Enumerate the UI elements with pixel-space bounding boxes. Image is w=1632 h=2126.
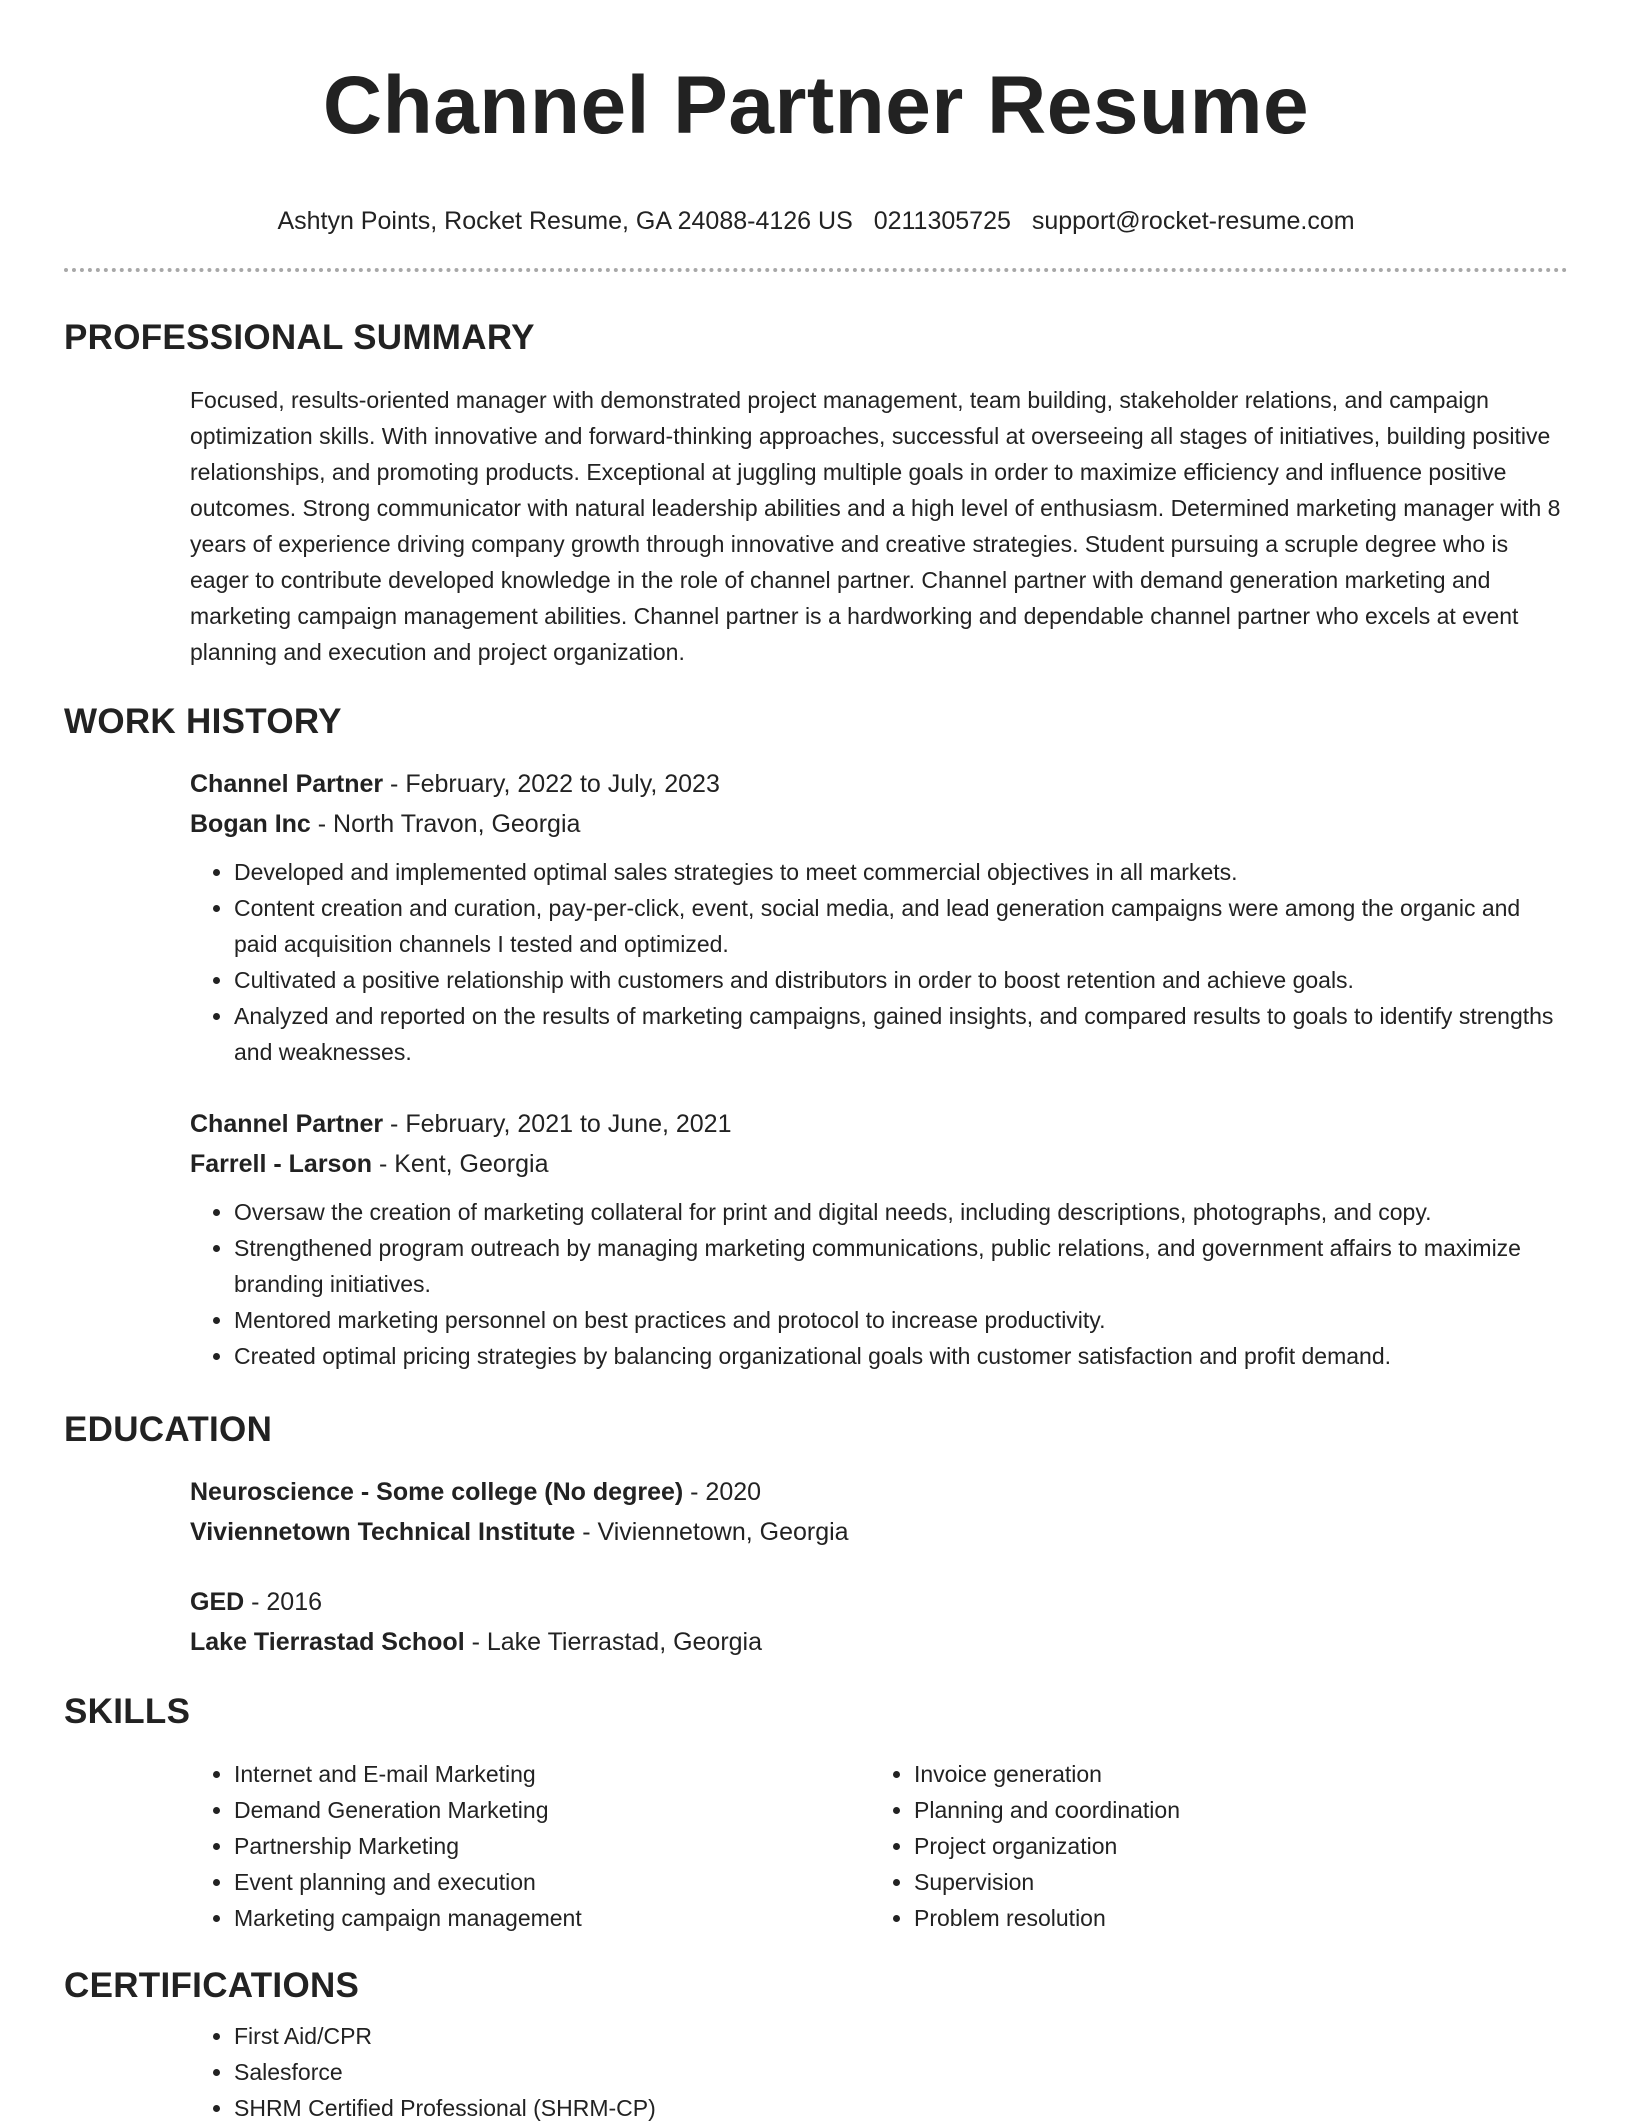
education-location: - Lake Tierrastad, Georgia <box>464 1628 763 1656</box>
section-title-work: WORK HISTORY <box>64 702 342 741</box>
contact-address: Ashtyn Points, Rocket Resume, GA 24088-4126 US <box>277 207 853 235</box>
skill-item: • Marketing campaign management <box>234 1900 870 1936</box>
job-role: Channel Partner <box>190 1110 384 1138</box>
job-bullets <box>190 854 1568 1070</box>
resume-title: Channel Partner Resume <box>322 60 1310 151</box>
education-school-line <box>190 1512 1568 1552</box>
education-degree-line <box>190 1472 1568 1512</box>
job-dates: - February, 2021 to June, 2021 <box>383 1110 732 1138</box>
job-role: Channel Partner <box>190 770 384 798</box>
job-company: Farrell - Larson <box>190 1150 372 1178</box>
education-school-line <box>190 1622 1568 1662</box>
header-divider <box>64 268 1568 272</box>
job-bullet: • Oversaw the creation of marketing collateral for print and digital needs, including descriptions, photographs, and copy. <box>234 1194 1568 1230</box>
section-title-certifications: CERTIFICATIONS <box>64 1966 360 2005</box>
skill-item: • Project organization <box>914 1828 1550 1864</box>
contact-phone: 0211305725 <box>873 207 1011 235</box>
skills-grid <box>190 1756 1568 1936</box>
job-bullet: • Created optimal pricing strategies by balancing organizational goals with customer satisfaction and profit demand. <box>234 1338 1568 1374</box>
summary-text: Focused, results-oriented manager with demonstrated project management, team building, stakeholder relations, and campaign optimization skills. With innovative and forward-thinking approaches, successful at overseeing all stages of initiatives, building positive relationships, and promoting products. Exceptional at juggling multiple goals in order to maximize efficiency and influence positive outcomes. Strong communicator with natural leadership abilities and a high level of enthusiasm. Determined marketing manager with 8 years of experience driving company growth through innovative and creative strategies. Student pursuing a scruple degree who is eager to contribute developed knowledge in the role of channel partner. Channel partner with demand generation marketing and marketing campaign management abilities. Channel partner is a hardworking and dependable channel partner who excels at event planning and execution and project organization. <box>190 387 1561 665</box>
education-entry <box>190 1472 1568 1552</box>
job-entry <box>190 764 1568 1070</box>
job-title-line <box>190 764 1568 804</box>
education-school: Viviennetown Technical Institute <box>190 1518 576 1546</box>
certification-item: • Salesforce <box>234 2054 1568 2090</box>
education-degree-line <box>190 1582 1568 1622</box>
job-location: - North Travon, Georgia <box>310 810 581 838</box>
skill-item: • Demand Generation Marketing <box>234 1792 870 1828</box>
job-bullet: • Strengthened program outreach by managing marketing communications, public relations, and government affairs to maximize branding initiatives. <box>234 1230 1568 1302</box>
skill-item: • Partnership Marketing <box>234 1828 870 1864</box>
education-entry <box>190 1582 1568 1662</box>
job-bullet: • Analyzed and reported on the results of marketing campaigns, gained insights, and compared results to goals to identify strengths and weaknesses. <box>234 998 1568 1070</box>
certifications-section <box>64 1964 1568 2126</box>
job-company-line <box>190 804 1568 844</box>
education-school: Lake Tierrastad School <box>190 1628 465 1656</box>
job-bullet: • Mentored marketing personnel on best practices and protocol to increase productivity. <box>234 1302 1568 1338</box>
section-title-summary: PROFESSIONAL SUMMARY <box>64 318 535 357</box>
section-title-skills: SKILLS <box>64 1692 191 1731</box>
skills-list-left <box>190 1756 870 1936</box>
job-bullet: • Cultivated a positive relationship with customers and distributors in order to boost retention and achieve goals. <box>234 962 1568 998</box>
job-company: Bogan Inc <box>190 810 311 838</box>
job-entry <box>190 1104 1568 1374</box>
certifications-list <box>190 2018 1568 2126</box>
certification-item: • First Aid/CPR <box>234 2018 1568 2054</box>
skills-list-right <box>870 1756 1550 1936</box>
job-bullets <box>190 1194 1568 1374</box>
education-degree: Neuroscience - Some college (No degree) <box>190 1478 684 1506</box>
contact-line <box>64 204 1568 238</box>
education-degree: GED <box>190 1588 245 1616</box>
job-location: - Kent, Georgia <box>372 1150 549 1178</box>
certification-item: • SHRM Certified Professional (SHRM-CP) <box>234 2090 1568 2126</box>
education-year: - 2016 <box>244 1588 323 1616</box>
education-location: - Viviennetown, Georgia <box>575 1518 849 1546</box>
education-section <box>64 1408 1568 1662</box>
professional-summary-section <box>64 316 1568 670</box>
section-title-education: EDUCATION <box>64 1410 273 1449</box>
skill-item: • Invoice generation <box>914 1756 1550 1792</box>
skill-item: • Internet and E-mail Marketing <box>234 1756 870 1792</box>
skills-column-right <box>870 1756 1550 1936</box>
skill-item: • Event planning and execution <box>234 1864 870 1900</box>
job-company-line <box>190 1144 1568 1184</box>
skill-item: • Planning and coordination <box>914 1792 1550 1828</box>
job-title-line <box>190 1104 1568 1144</box>
skills-column-left <box>190 1756 870 1936</box>
work-history-section <box>64 700 1568 1374</box>
skill-item: • Problem resolution <box>914 1900 1550 1936</box>
contact-email: support@rocket-resume.com <box>1031 207 1355 235</box>
job-bullet: • Developed and implemented optimal sales strategies to meet commercial objectives in all markets. <box>234 854 1568 890</box>
job-dates: - February, 2022 to July, 2023 <box>383 770 720 798</box>
education-year: - 2020 <box>683 1478 762 1506</box>
job-bullet: • Content creation and curation, pay-per-click, event, social media, and lead generation campaigns were among the organic and paid acquisition channels I tested and optimized. <box>234 890 1568 962</box>
skills-section <box>64 1690 1568 1936</box>
skill-item: • Supervision <box>914 1864 1550 1900</box>
